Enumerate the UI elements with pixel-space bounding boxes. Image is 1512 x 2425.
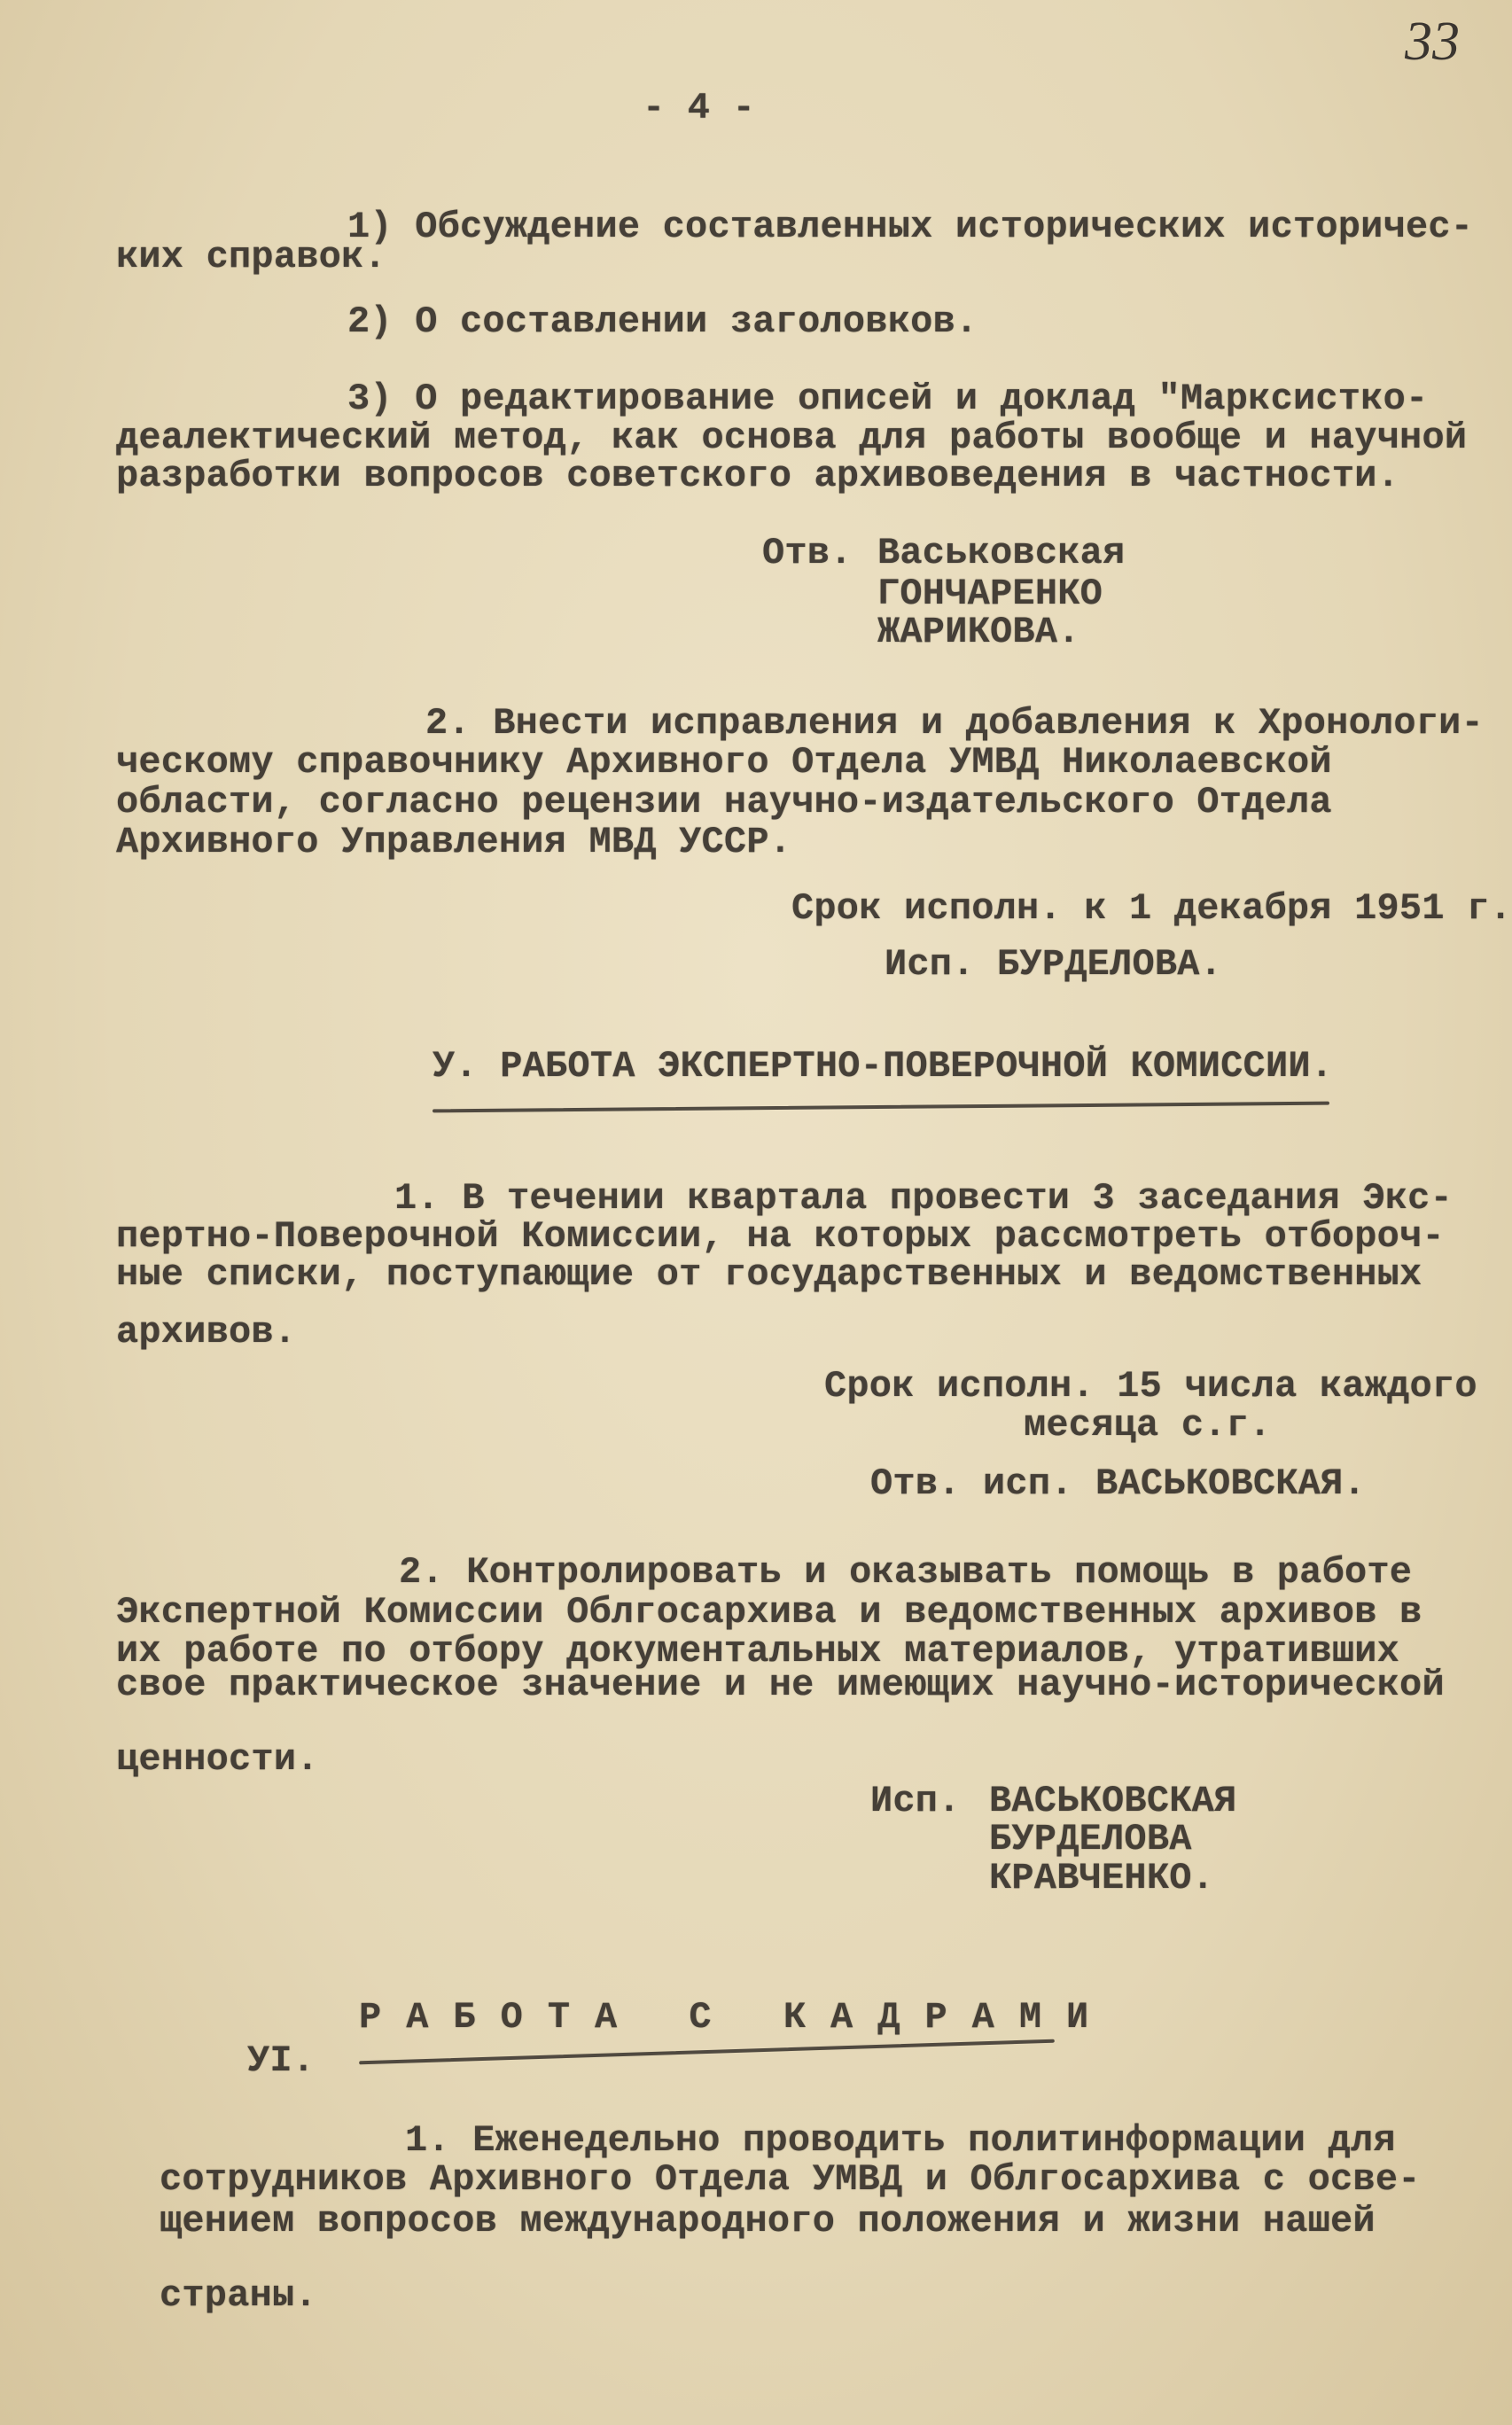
text-line: свое практическое значение и не имеющих научно-исторической: [116, 1664, 1445, 1706]
text-line: 2. Контролировать и оказывать помощь в работе: [399, 1551, 1413, 1594]
deadline: Срок исполн. 15 числа каждого: [824, 1365, 1477, 1407]
heading-underline: [359, 2039, 1055, 2065]
executor-name: КРАВЧЕНКО.: [989, 1857, 1215, 1899]
text-line: области, согласно рецензии научно-издательского Отдела: [116, 781, 1332, 823]
page-number: - 4 -: [643, 87, 756, 129]
responsible-name: ГОНЧАРЕНКО: [877, 573, 1103, 615]
text-line: ценности.: [116, 1738, 319, 1781]
text-line: страны.: [160, 2274, 317, 2317]
text-line: Архивного Управления МВД УССР.: [116, 821, 792, 863]
section-heading: РАБОТА С КАДРАМИ: [359, 1996, 1114, 2039]
text-line: 2) О составлении заголовков.: [347, 300, 978, 343]
text-line: деалектический метод, как основа для работы вообще и научной: [116, 417, 1468, 459]
text-line: сотрудников Архивного Отдела УМВД и Облгосархива с осве-: [160, 2158, 1421, 2201]
text-line: 1. В течении квартала провести 3 заседания Экс-: [394, 1177, 1453, 1220]
executor-name: БУРДЕЛОВА: [989, 1818, 1192, 1860]
responsible-label: Отв.: [762, 532, 853, 574]
heading-underline: [433, 1102, 1329, 1113]
text-line: 1) Обсуждение составленных исторических историчес-: [347, 206, 1474, 248]
deadline: месяца с.г.: [1024, 1404, 1272, 1446]
text-line: ких справок.: [116, 236, 386, 278]
text-line: 1. Еженедельно проводить политинформации для: [405, 2119, 1396, 2162]
deadline: Срок исполн. к 1 декабря 1951 г.: [791, 887, 1512, 930]
responsible-name: ЖАРИКОВА.: [877, 611, 1080, 653]
executor-label: Исп.: [870, 1780, 961, 1822]
executor: Исп. БУРДЕЛОВА.: [885, 943, 1223, 986]
responsible: Отв. исп. ВАСЬКОВСКАЯ.: [870, 1462, 1366, 1505]
text-line: архивов.: [116, 1311, 297, 1353]
text-line: разработки вопросов советского архивоведения в частности.: [116, 455, 1400, 497]
text-line: их работе по отбору документальных материалов, утративших: [116, 1630, 1400, 1673]
text-line: ные списки, поступающие от государственных и ведомственных: [116, 1253, 1422, 1296]
text-line: щением вопросов международного положения и жизни нашей: [160, 2200, 1376, 2242]
section-heading: У. РАБОТА ЭКСПЕРТНО-ПОВЕРОЧНОЙ КОМИССИИ.: [433, 1045, 1334, 1088]
text-line: пертно-Поверочной Комиссии, на которых рассмотреть отбороч-: [116, 1215, 1445, 1258]
section-number: УI.: [247, 2039, 316, 2082]
archive-page-number: 33: [1405, 12, 1460, 72]
responsible-name: Васьковская: [877, 532, 1126, 574]
text-line: 2. Внести исправления и добавления к Хронологи-: [425, 702, 1484, 745]
executor-name: ВАСЬКОВСКАЯ: [989, 1780, 1237, 1822]
text-line: Экспертной Комиссии Облгосархива и ведомственных архивов в: [116, 1591, 1422, 1634]
text-line: ческому справочнику Архивного Отдела УМВД Николаевской: [116, 741, 1332, 784]
text-line: 3) О редактирование описей и доклад "Марксистко-: [347, 378, 1429, 420]
